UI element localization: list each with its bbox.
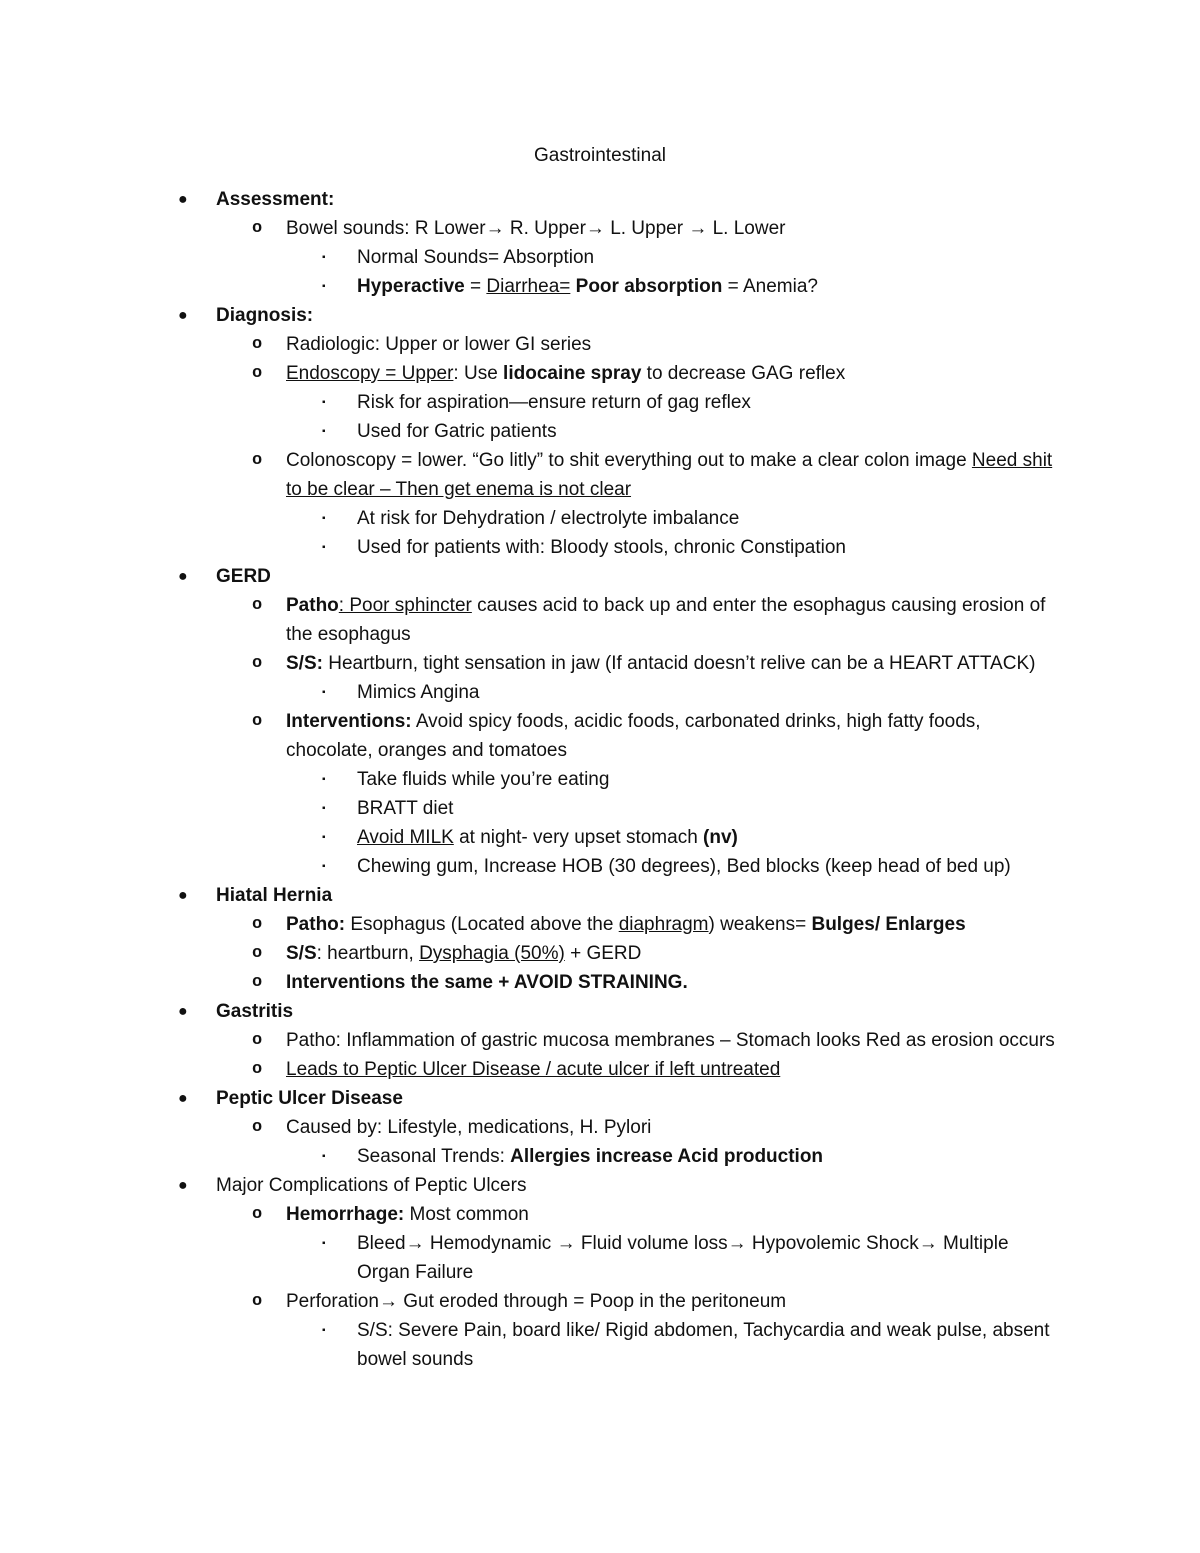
outline-item-level-1	[0, 1084, 1200, 1113]
bullet-circle-icon: o	[252, 915, 263, 934]
bullet-square-icon: ▪	[322, 687, 326, 698]
text-segment: Avoid spicy foods, acidic foods, carbonated drinks, high fatty foods, chocolate, oranges and tomatoes	[286, 711, 981, 761]
outline-item-level-2	[0, 649, 1200, 678]
outline-item-level-2	[0, 1113, 1200, 1142]
text-segment: Assessment:	[216, 189, 335, 210]
text-segment: Leads to Peptic Ulcer Disease / acute ulcer if left untreated	[286, 1059, 781, 1080]
outline-item-level-2	[0, 1200, 1200, 1229]
outline-item-level-2	[0, 910, 1200, 939]
outline-item-level-2	[0, 359, 1200, 388]
outline-item-text	[286, 649, 1066, 678]
text-segment: Poor absorption	[575, 276, 723, 297]
outline-item-level-3	[0, 243, 1200, 272]
text-segment: lidocaine spray	[503, 363, 642, 384]
text-segment: Chewing gum, Increase HOB (30 degrees), Bed blocks (keep head of bed up)	[357, 856, 1011, 877]
bullet-square-icon: ▪	[322, 397, 326, 408]
outline-item-text	[357, 1229, 1057, 1287]
outline-item-text	[357, 533, 1057, 562]
outline-item-text	[216, 1171, 1036, 1200]
outline-item-level-1	[0, 881, 1200, 910]
outline-item-level-2	[0, 1055, 1200, 1084]
text-segment: Allergies increase Acid production	[510, 1146, 824, 1167]
bullet-circle-icon: o	[252, 335, 263, 354]
outline-item-level-2	[0, 1287, 1200, 1316]
outline-item-text	[216, 301, 1036, 330]
outline-item-level-1	[0, 301, 1200, 330]
outline-item-text	[357, 823, 1057, 852]
bullet-circle-icon: o	[252, 944, 263, 963]
outline-item-text	[357, 243, 1057, 272]
outline-item-text	[357, 388, 1057, 417]
text-segment: Radiologic: Upper or lower GI series	[286, 334, 592, 355]
outline-item-level-3	[0, 1229, 1200, 1287]
bullet-circle-icon: o	[252, 1205, 263, 1224]
bullet-square-icon: ▪	[322, 542, 326, 553]
outline-item-level-3	[0, 504, 1200, 533]
text-segment: to decrease GAG reflex	[641, 363, 846, 384]
text-segment: Hiatal Hernia	[216, 885, 333, 906]
text-segment: = Anemia?	[722, 276, 818, 297]
text-segment: Diarrhea=	[486, 276, 571, 297]
text-segment: Caused by: Lifestyle, medications, H. Pylori	[286, 1117, 652, 1138]
bullet-circle-icon: o	[252, 1031, 263, 1050]
text-segment: Interventions:	[286, 711, 412, 732]
bullet-circle-icon: o	[252, 1060, 263, 1079]
outline-item-text	[357, 678, 1057, 707]
notes-outline	[0, 185, 1200, 1374]
bullet-dot-icon: ●	[178, 1177, 188, 1194]
outline-item-text	[357, 504, 1057, 533]
text-segment: S/S:	[286, 653, 323, 674]
text-segment: Perforation→ Gut eroded through = Poop in the peritoneum	[286, 1291, 787, 1312]
outline-item-text	[357, 1142, 1057, 1171]
text-segment: Patho	[286, 595, 339, 616]
outline-item-text	[216, 1084, 1036, 1113]
outline-item-text	[286, 214, 1066, 243]
outline-item-level-3	[0, 852, 1200, 881]
outline-item-text	[216, 562, 1036, 591]
outline-item-level-3	[0, 533, 1200, 562]
outline-item-text	[286, 330, 1066, 359]
outline-item-text	[357, 272, 1057, 301]
text-segment: Esophagus (Located above the	[345, 914, 619, 935]
text-segment: S/S: Severe Pain, board like/ Rigid abdomen, Tachycardia and weak pulse, absent bowel sounds	[357, 1320, 1050, 1370]
outline-item-text	[286, 1026, 1066, 1055]
bullet-circle-icon: o	[252, 1118, 263, 1137]
outline-item-text	[357, 1316, 1057, 1374]
text-segment: Major Complications of Peptic Ulcers	[216, 1175, 527, 1196]
bullet-dot-icon: ●	[178, 568, 188, 585]
outline-item-level-3	[0, 388, 1200, 417]
bullet-square-icon: ▪	[322, 426, 326, 437]
bullet-circle-icon: o	[252, 219, 263, 238]
outline-item-level-3	[0, 794, 1200, 823]
outline-item-text	[216, 997, 1036, 1026]
text-segment: Used for patients with: Bloody stools, chronic Constipation	[357, 537, 846, 558]
text-segment: Peptic Ulcer Disease	[216, 1088, 403, 1109]
outline-item-level-3	[0, 823, 1200, 852]
text-segment: Bulges/ Enlarges	[811, 914, 966, 935]
text-segment: Hemorrhage:	[286, 1204, 405, 1225]
text-segment: Colonoscopy = lower. “Go litly” to shit everything out to make a clear colon image	[286, 450, 972, 471]
outline-item-level-2	[0, 330, 1200, 359]
text-segment: Seasonal Trends:	[357, 1146, 511, 1167]
bullet-circle-icon: o	[252, 596, 263, 615]
bullet-square-icon: ▪	[322, 1325, 326, 1336]
text-segment: Most common	[404, 1204, 529, 1225]
outline-item-level-2	[0, 446, 1200, 504]
text-segment: Bleed→ Hemodynamic → Fluid volume loss→ Hypovolemic Shock→ Multiple Organ Failure	[357, 1233, 1009, 1283]
outline-item-level-1	[0, 562, 1200, 591]
outline-item-level-3	[0, 272, 1200, 301]
outline-item-level-2	[0, 214, 1200, 243]
text-segment: : Use	[453, 363, 504, 384]
bullet-square-icon: ▪	[322, 832, 326, 843]
bullet-circle-icon: o	[252, 451, 263, 470]
text-segment: Mimics Angina	[357, 682, 480, 703]
bullet-dot-icon: ●	[178, 1003, 188, 1020]
text-segment: Hyperactive	[357, 276, 465, 297]
outline-item-level-3	[0, 1142, 1200, 1171]
text-segment: Heartburn, tight sensation in jaw (If antacid doesn’t relive can be a HEART ATTACK)	[322, 653, 1036, 674]
text-segment: Avoid MILK	[357, 827, 454, 848]
text-segment: ) weakens=	[708, 914, 812, 935]
outline-item-level-2	[0, 707, 1200, 765]
text-segment: Diagnosis:	[216, 305, 314, 326]
outline-item-text	[357, 852, 1057, 881]
outline-item-text	[216, 881, 1036, 910]
outline-item-text	[286, 968, 1066, 997]
bullet-square-icon: ▪	[322, 861, 326, 872]
outline-item-text	[286, 446, 1066, 504]
bullet-circle-icon: o	[252, 973, 263, 992]
bullet-square-icon: ▪	[322, 281, 326, 292]
outline-item-text	[286, 1055, 1066, 1084]
outline-item-level-3	[0, 1316, 1200, 1374]
text-segment: =	[464, 276, 487, 297]
text-segment: : Poor sphincter	[338, 595, 472, 616]
text-segment: : heartburn,	[316, 943, 420, 964]
text-segment: S/S	[286, 943, 317, 964]
outline-item-text	[357, 765, 1057, 794]
bullet-square-icon: ▪	[322, 803, 326, 814]
text-segment: Bowel sounds: R Lower→ R. Upper→ L. Upper → L. Lower	[286, 218, 786, 239]
outline-item-text	[286, 939, 1066, 968]
bullet-dot-icon: ●	[178, 307, 188, 324]
bullet-square-icon: ▪	[322, 1151, 326, 1162]
bullet-circle-icon: o	[252, 712, 263, 731]
bullet-circle-icon: o	[252, 654, 263, 673]
outline-item-text	[357, 417, 1057, 446]
text-segment: Dysphagia (50%)	[419, 943, 565, 964]
outline-item-text	[286, 1287, 1066, 1316]
outline-item-level-1	[0, 1171, 1200, 1200]
bullet-square-icon: ▪	[322, 774, 326, 785]
bullet-circle-icon: o	[252, 1292, 263, 1311]
text-segment: diaphragm	[618, 914, 709, 935]
text-segment: Used for Gatric patients	[357, 421, 557, 442]
text-segment: Endoscopy = Upper	[286, 363, 454, 384]
outline-item-level-2	[0, 968, 1200, 997]
text-segment: Need shit to be clear – Then get enema is not clear	[286, 450, 1053, 500]
outline-item-text	[286, 1200, 1066, 1229]
text-segment: + GERD	[564, 943, 642, 964]
text-segment: Patho: Inflammation of gastric mucosa membranes – Stomach looks Red as erosion occurs	[286, 1030, 1055, 1051]
outline-item-text	[286, 707, 1066, 765]
text-segment: (nv)	[703, 827, 738, 848]
bullet-dot-icon: ●	[178, 1090, 188, 1107]
bullet-dot-icon: ●	[178, 887, 188, 904]
outline-item-text	[216, 185, 1036, 214]
text-segment: Risk for aspiration—ensure return of gag reflex	[357, 392, 751, 413]
text-segment: At risk for Dehydration / electrolyte imbalance	[357, 508, 740, 529]
bullet-square-icon: ▪	[322, 513, 326, 524]
bullet-circle-icon: o	[252, 364, 263, 383]
text-segment: Interventions the same + AVOID STRAINING.	[286, 972, 688, 993]
text-segment: Gastritis	[216, 1001, 294, 1022]
text-segment: GERD	[216, 566, 271, 587]
bullet-dot-icon: ●	[178, 191, 188, 208]
text-segment: at night- very upset stomach	[453, 827, 704, 848]
outline-item-level-2	[0, 1026, 1200, 1055]
text-segment: Take fluids while you’re eating	[357, 769, 610, 790]
outline-item-text	[286, 910, 1066, 939]
text-segment: causes acid to back up and enter the esophagus causing erosion of the esophagus	[286, 595, 1046, 645]
bullet-square-icon: ▪	[322, 252, 326, 263]
outline-item-level-3	[0, 417, 1200, 446]
text-segment: Normal Sounds= Absorption	[357, 247, 595, 268]
outline-item-level-1	[0, 997, 1200, 1026]
bullet-square-icon: ▪	[322, 1238, 326, 1249]
outline-item-text	[357, 794, 1057, 823]
outline-item-level-1	[0, 185, 1200, 214]
outline-item-level-2	[0, 591, 1200, 649]
outline-item-level-3	[0, 678, 1200, 707]
outline-item-text	[286, 1113, 1066, 1142]
text-segment: Patho:	[286, 914, 346, 935]
outline-item-text	[286, 591, 1066, 649]
outline-item-level-2	[0, 939, 1200, 968]
outline-item-text	[286, 359, 1066, 388]
outline-item-level-3	[0, 765, 1200, 794]
document-title: Gastrointestinal	[533, 145, 666, 166]
text-segment: BRATT diet	[357, 798, 454, 819]
